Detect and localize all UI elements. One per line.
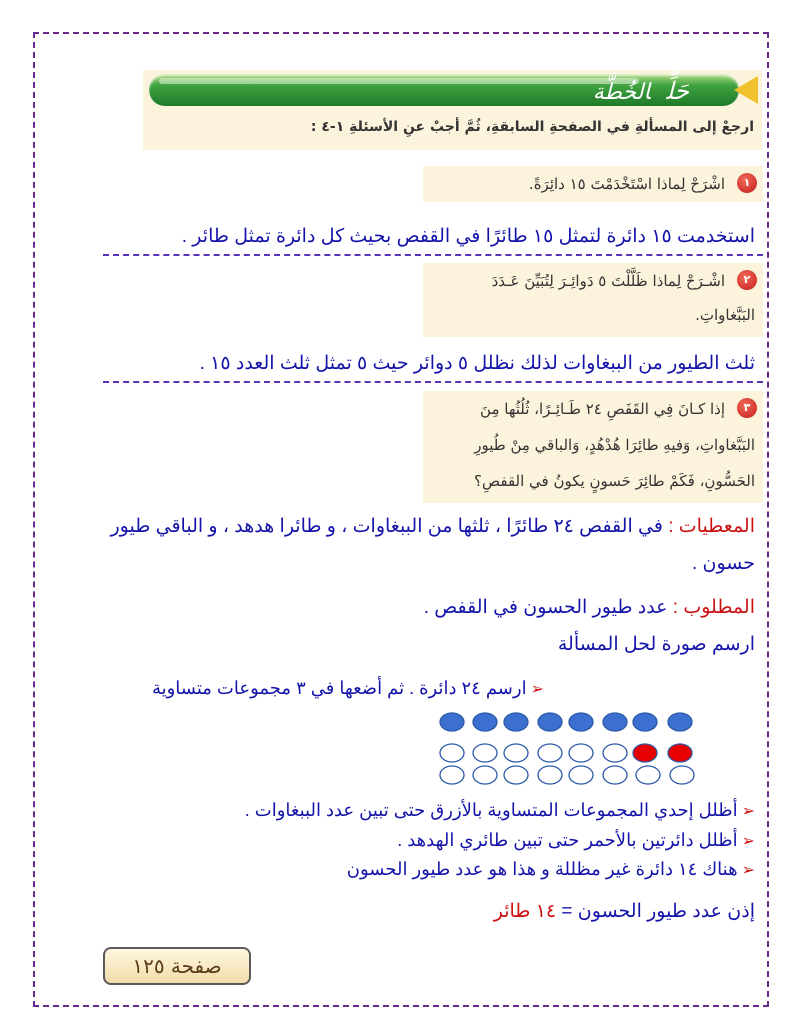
empty-circle (538, 766, 562, 784)
check-arrow-icon: ➢ (530, 681, 544, 698)
given-label: المعطيات : (668, 516, 755, 537)
empty-circle (504, 744, 528, 762)
check-arrow-icon: ➢ (741, 862, 755, 879)
empty-circle (440, 766, 464, 784)
blue-circle (473, 713, 497, 731)
conclusion-value: ١٤ طائر (493, 901, 557, 922)
step-3 (397, 830, 755, 851)
step-text: هناك ١٤ دائرة غير مظللة و هذا هو عدد طيور الحسون (346, 859, 738, 879)
empty-circle (504, 766, 528, 784)
step-text: ارسم ٢٤ دائرة . ثم أضعها في ٣ مجموعات متساوية (151, 678, 527, 698)
red-circle (668, 744, 692, 762)
question-text-line-3: الحَسُّونِ، فَكَمْ طائِرَ حَسونٍ يكونُ في القفصِ؟ (474, 472, 755, 490)
answer-2: ثلث الطيور من الببغاوات لذلك نظلل ٥ دوائر حيث ٥ تمثل ثلث العدد ١٥ . (199, 353, 755, 374)
blue-circle (440, 713, 464, 731)
red-circle (633, 744, 657, 762)
empty-circle (538, 744, 562, 762)
empty-circle (670, 766, 694, 784)
page-number-label: صفحة ١٢٥ (103, 947, 251, 985)
empty-circle (473, 744, 497, 762)
empty-circle (569, 744, 593, 762)
circles-group (440, 713, 694, 784)
check-arrow-icon: ➢ (741, 803, 755, 820)
banner-title-small: الخُطَّة (592, 80, 651, 105)
draw-instruction: ارسم صورة لحل المسألة (557, 634, 755, 655)
question-text-line-2: البَبَّغاواتِ، وَفيهِ طائِرَا هُدْهُدٍ، وَالباقي مِنْ طُيورِ (474, 436, 755, 454)
blue-circle (633, 713, 657, 731)
question-number-icon: ١ (737, 173, 757, 193)
empty-circle (569, 766, 593, 784)
question-text-line-1: إذا كـانَ فِي القَفَصِ ٢٤ طَـائِـرًا، ثُلُثُها مِنَ (480, 400, 725, 418)
empty-circle (603, 766, 627, 784)
step-2 (245, 800, 755, 821)
banner-instruction: ارجعْ إلى المسألةِ في الصفحةِ السابقةِ، ثُمَّ أجبْ عنِ الأسئلةِ ١-٤ : (310, 119, 754, 135)
blue-circle (538, 713, 562, 731)
given-line-2: حسون . (691, 553, 755, 574)
required-label: المطلوب : (672, 597, 755, 618)
conclusion-prefix: إذن عدد طيور الحسون = (561, 901, 755, 922)
banner-title-big: حَلِّ (666, 77, 689, 105)
answer-1: استخدمت ١٥ دائرة لتمثل ١٥ طائرًا في القفص بحيث كل دائرة تمثل طائر . (181, 226, 755, 247)
blue-circle (603, 713, 627, 731)
question-number-icon: ٣ (737, 398, 757, 418)
empty-circle (603, 744, 627, 762)
empty-circle (473, 766, 497, 784)
conclusion (494, 900, 755, 923)
question-text-line-2: البَبَّغاواتِ. (695, 306, 755, 324)
step-4 (347, 859, 755, 880)
blue-circle (569, 713, 593, 731)
blue-circle (668, 713, 692, 731)
question-text: اشْرَحْ لِماذا اسْتَخْدَمْتَ ١٥ دائِرَةً. (528, 175, 725, 193)
given-text: في القفص ٢٤ طائرًا ، ثلثها من الببغاوات ، و طائرا هدهد ، و الباقي طيور (110, 516, 663, 537)
step-text: أظلل إحدي المجموعات المتساوية بالأزرق حتى تبين عدد الببغاوات . (244, 800, 738, 820)
blue-circle (504, 713, 528, 731)
step-text: أظلل دائرتين بالأحمر حتى تبين طائري الهدهد . (397, 830, 738, 850)
check-arrow-icon: ➢ (741, 833, 755, 850)
question-text-line-1: اشْـرَحْ لِماذا ظَلَّلْتَ ٥ دَوائِـرَ لِتُبَيِّنَ عَـدَدَ (491, 272, 725, 290)
empty-circle (636, 766, 660, 784)
required-text: عدد طيور الحسون في القفص . (423, 597, 668, 618)
question-number-icon: ٢ (737, 270, 757, 290)
empty-circle (440, 744, 464, 762)
